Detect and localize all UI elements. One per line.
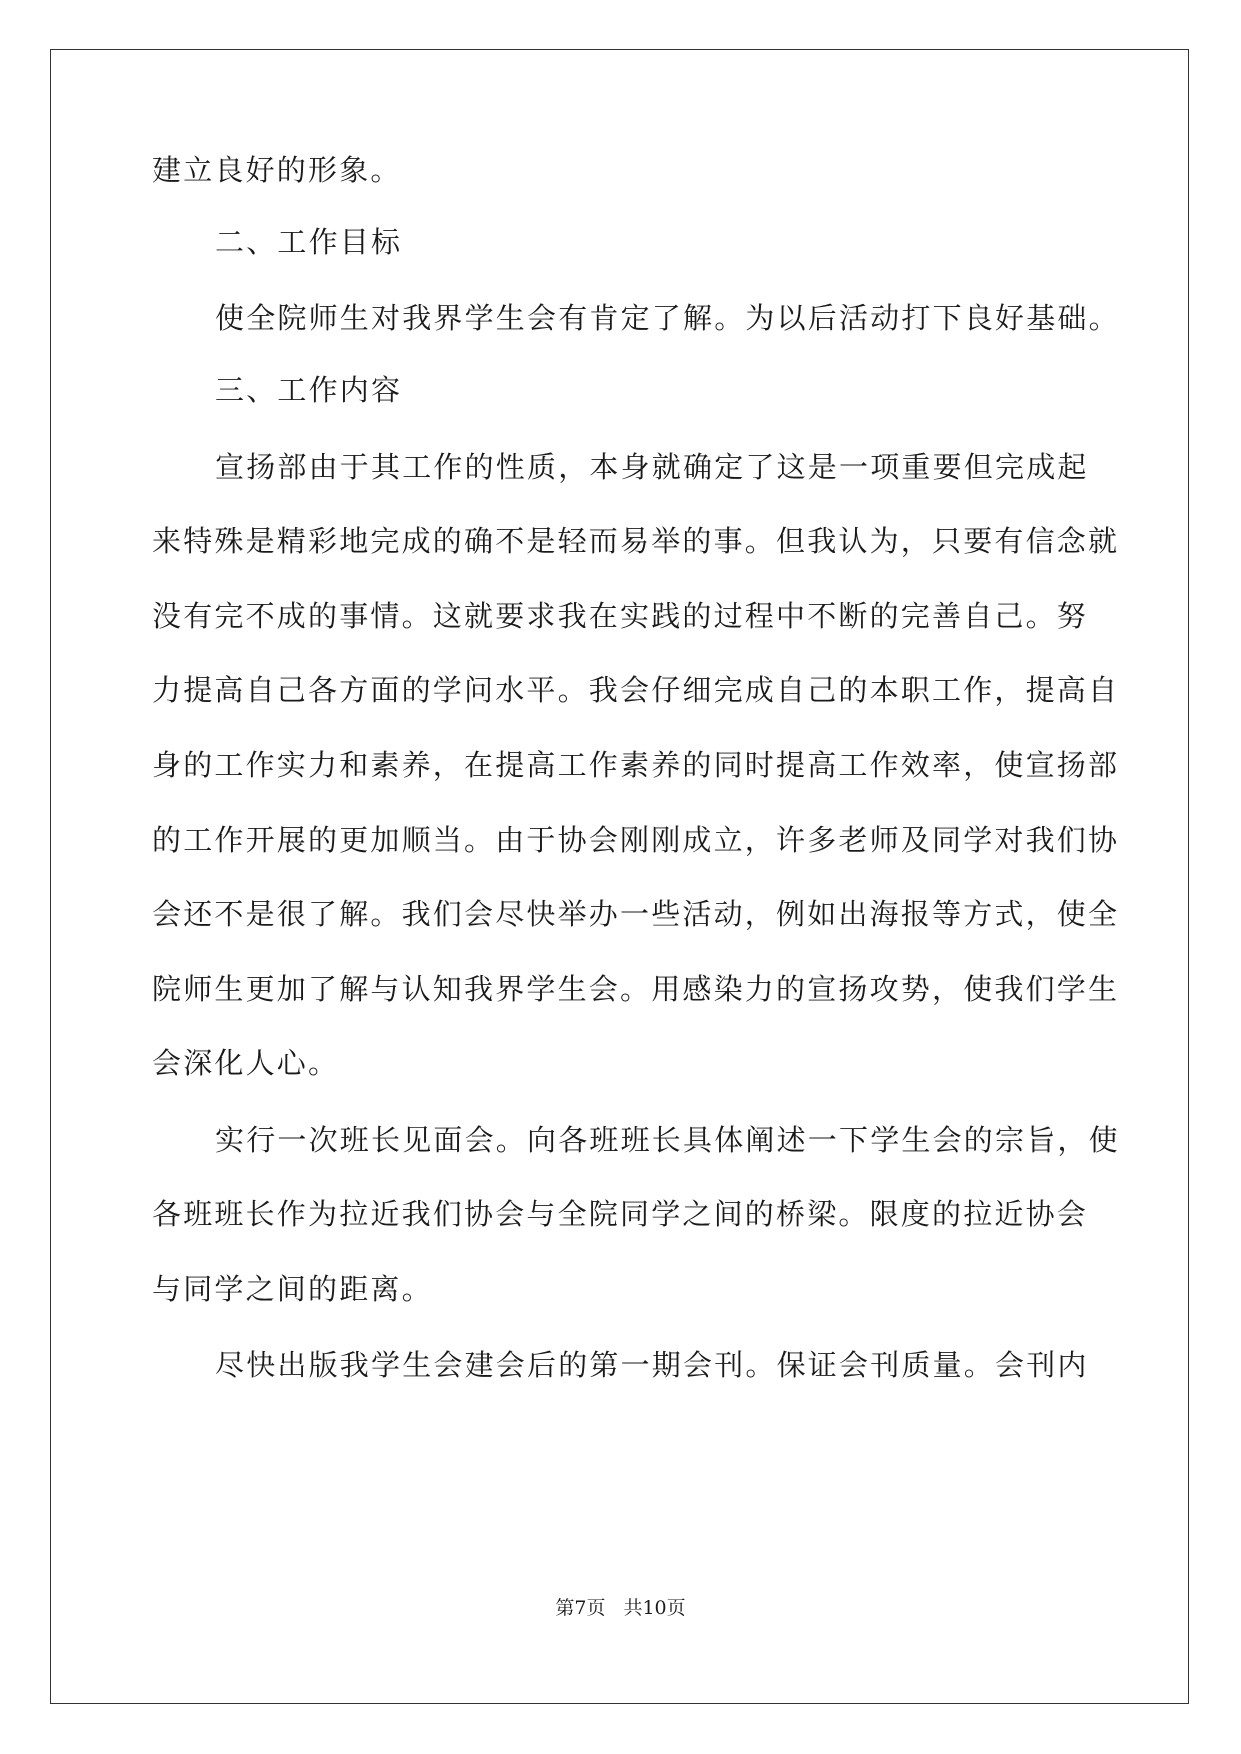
paragraph-line: 力提高自己各方面的学问水平。我会仔细完成自己的本职工作，提高自 [152,673,1120,707]
section-heading: 三、工作内容 [215,373,403,407]
page-total: 共10页 [623,1597,686,1619]
paragraph-line: 身的工作实力和素养，在提高工作素养的同时提高工作效率，使宣扬部 [152,748,1120,782]
paragraph-line: 会还不是很了解。我们会尽快举办一些活动，例如出海报等方式，使全 [152,897,1120,931]
paragraph-line: 来特殊是精彩地完成的确不是轻而易举的事。但我认为，只要有信念就 [152,524,1120,558]
paragraph-line: 与同学之间的距离。 [152,1272,433,1306]
paragraph-line: 没有完不成的事情。这就要求我在实践的过程中不断的完善自己。努 [152,599,1089,633]
paragraph-line: 会深化人心。 [152,1046,340,1080]
paragraph-line: 使全院师生对我界学生会有肯定了解。为以后活动打下良好基础。 [215,301,1120,335]
paragraph-line: 院师生更加了解与认知我界学生会。用感染力的宣扬攻势，使我们学生 [152,972,1120,1006]
page-number: 第7页 [555,1597,606,1619]
paragraph-line: 实行一次班长见面会。向各班班长具体阐述一下学生会的宗旨，使 [215,1123,1120,1157]
paragraph-line: 的工作开展的更加顺当。由于协会刚刚成立，许多老师及同学对我们协 [152,823,1120,857]
paragraph-line: 尽快出版我学生会建会后的第一期会刊。保证会刊质量。会刊内 [215,1348,1089,1382]
section-heading: 二、工作目标 [215,225,403,259]
paragraph-line: 各班班长作为拉近我们协会与全院同学之间的桥梁。限度的拉近协会 [152,1197,1089,1231]
paragraph-line: 建立良好的形象。 [152,153,402,187]
paragraph-line: 宣扬部由于其工作的性质，本身就确定了这是一项重要但完成起 [215,450,1089,484]
page-footer [0,1596,1241,1620]
